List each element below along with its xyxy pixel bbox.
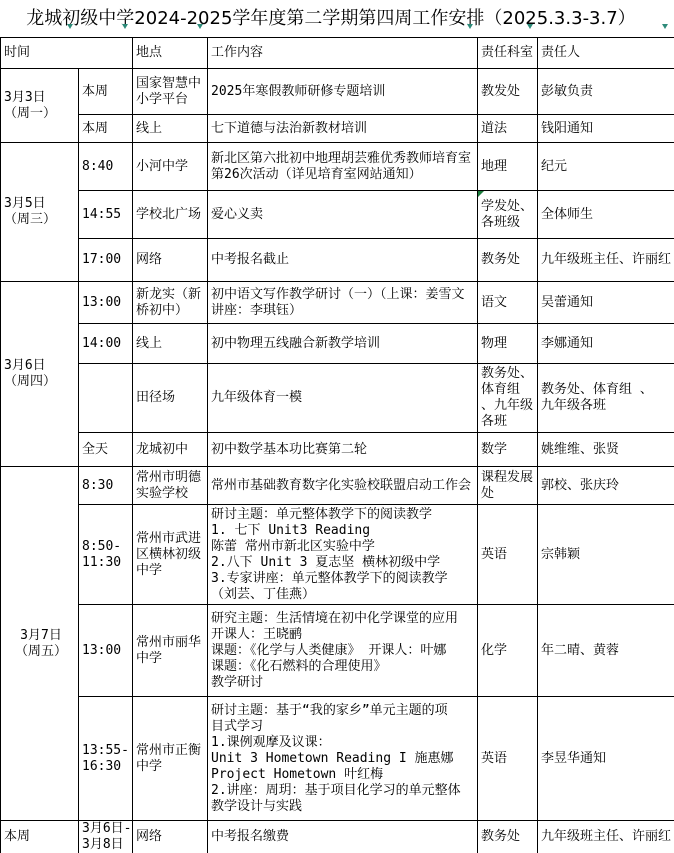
dept-cell[interactable]: 教务处、 体育组 、九年级 各班 — [478, 364, 538, 433]
content-cell[interactable]: 爱心义卖 — [208, 191, 478, 239]
person-cell[interactable]: 彭敏负责 — [538, 69, 674, 115]
content-cell[interactable]: 中考报名缴费 — [208, 821, 478, 853]
dept-cell[interactable]: 英语 — [478, 505, 538, 605]
place-cell[interactable]: 常州市丽华 中学 — [133, 605, 208, 697]
table-row — [1, 467, 674, 505]
place-cell[interactable]: 线上 — [133, 324, 208, 364]
place-cell[interactable]: 龙城初中 — [133, 433, 208, 467]
dept-cell[interactable]: 物理 — [478, 324, 538, 364]
person-cell[interactable]: 九年级班主任、许丽红 — [538, 821, 674, 853]
date-cell[interactable] — [1, 69, 79, 143]
person-cell[interactable]: 钱阳通知 — [538, 115, 674, 143]
content-cell[interactable]: 常州市基础教育数字化实验校联盟启动工作会 — [208, 467, 478, 505]
date-label: 3月6日 — [4, 358, 46, 373]
time-cell[interactable]: 8:40 — [79, 143, 133, 191]
place-cell[interactable]: 线上 — [133, 115, 208, 143]
date-cell[interactable] — [1, 143, 79, 282]
person-cell[interactable]: 李昱华通知 — [538, 697, 674, 821]
sheet-title[interactable]: 龙城初级中学2024-2025学年度第二学期第四周工作安排（2025.3.3-3.7） — [26, 8, 636, 29]
content-cell[interactable]: 中考报名截止 — [208, 239, 478, 282]
place-cell[interactable]: 新龙实（新 桥初中） — [133, 282, 208, 324]
table-row — [1, 239, 674, 282]
person-cell[interactable]: 全体师生 — [538, 191, 674, 239]
time-cell[interactable]: 17:00 — [79, 239, 133, 282]
header-content[interactable]: 工作内容 — [208, 38, 478, 69]
dept-cell[interactable]: 教发处 — [478, 69, 538, 115]
date-label: 3月3日 — [4, 89, 46, 105]
place-cell[interactable]: 网络 — [133, 239, 208, 282]
error-indicator-icon — [478, 191, 484, 197]
time-cell[interactable]: 8:50- 11:30 — [79, 505, 133, 605]
weekday-label: （周一） — [4, 105, 57, 121]
dept-cell[interactable]: 地理 — [478, 143, 538, 191]
content-cell[interactable]: 初中语文写作教学研讨（一）（上课：姜雪文 讲座：李琪钰） — [208, 282, 478, 324]
person-cell[interactable]: 姚维维、张贤 — [538, 433, 674, 467]
table-row — [1, 433, 674, 467]
filter-dropdown-time-icon[interactable] — [121, 22, 130, 31]
time-cell[interactable]: 14:00 — [79, 324, 133, 364]
weekday-label: （周三） — [4, 212, 57, 227]
dept-cell[interactable]: 道法 — [478, 115, 538, 143]
filter-dropdown-dept-icon[interactable] — [526, 22, 535, 31]
table-row — [1, 324, 674, 364]
table-row — [1, 697, 674, 821]
header-time[interactable]: 时间 — [1, 38, 133, 69]
time-cell[interactable]: 本周 — [79, 115, 133, 143]
place-cell[interactable]: 小河中学 — [133, 143, 208, 191]
person-cell[interactable]: 宗韩颖 — [538, 505, 674, 605]
place-cell[interactable]: 常州市武进 区横林初级 中学 — [133, 505, 208, 605]
time-cell[interactable]: 全天 — [79, 433, 133, 467]
dept-cell[interactable]: 数学 — [478, 433, 538, 467]
person-cell[interactable]: 吴蕾通知 — [538, 282, 674, 324]
filter-dropdown-date-icon[interactable] — [66, 22, 75, 31]
dept-cell[interactable]: 课程发展 处 — [478, 467, 538, 505]
person-cell[interactable]: 纪元 — [538, 143, 674, 191]
header-dept[interactable]: 责任科室 — [478, 38, 538, 69]
dept-cell[interactable]: 教务处 — [478, 239, 538, 282]
header-place[interactable]: 地点 — [133, 38, 208, 69]
time-cell[interactable]: 本周 — [79, 69, 133, 115]
table-row — [1, 364, 674, 433]
content-cell[interactable]: 九年级体育一模 — [208, 364, 478, 433]
content-cell[interactable]: 初中物理五线融合新教学培训 — [208, 324, 478, 364]
person-cell[interactable]: 年二晴、黄蓉 — [538, 605, 674, 697]
content-cell[interactable]: 研讨主题：单元整体教学下的阅读教学 1. 七下 Unit3 Reading 陈蕾 常州市新北区实验中学 2.八下 Unit 3 夏志坚 横林初级中学 3.专家讲座：单元整体教学下的阅读教学 （刘芸、丁佳燕） — [208, 505, 478, 605]
person-cell[interactable]: 郭校、张庆玲 — [538, 467, 674, 505]
table-row — [1, 605, 674, 697]
time-cell[interactable]: 13:00 — [79, 605, 133, 697]
time-cell[interactable]: 8:30 — [79, 467, 133, 505]
filter-dropdown-person-icon[interactable] — [661, 22, 670, 31]
place-cell[interactable]: 国家智慧中 小学平台 — [133, 69, 208, 115]
person-cell[interactable]: 九年级班主任、许丽红 — [538, 239, 674, 282]
place-cell[interactable]: 常州市明德 实验学校 — [133, 467, 208, 505]
place-cell[interactable]: 学校北广场 — [133, 191, 208, 239]
dept-cell[interactable]: 英语 — [478, 697, 538, 821]
filter-dropdown-content-icon[interactable] — [466, 22, 475, 31]
place-cell[interactable]: 常州市正衡 中学 — [133, 697, 208, 821]
weekday-label: （周四） — [4, 374, 57, 389]
time-cell[interactable] — [79, 364, 133, 433]
person-cell[interactable]: 教务处、体育组 、 九年级各班 — [538, 364, 674, 433]
time-cell[interactable]: 13:55- 16:30 — [79, 697, 133, 821]
time-cell[interactable]: 13:00 — [79, 282, 133, 324]
date-label: 3月7日 — [20, 627, 62, 643]
table-row — [1, 282, 674, 324]
date-label: 3月5日 — [4, 196, 46, 211]
content-cell[interactable]: 研讨主题：基于“我的家乡”单元主题的项 目式学习 1.课例观摩及议课： Unit 3 Hometown Reading I 施惠娜 Project Hometown 叶红梅 2.讲座：周玥：基于项目化学习的单元整体 教学设计与实践 — [208, 697, 478, 821]
time-cell[interactable]: 14:55 — [79, 191, 133, 239]
table-row — [1, 821, 674, 853]
filter-dropdown-place-icon[interactable] — [196, 22, 205, 31]
content-cell[interactable]: 2025年寒假教师研修专题培训 — [208, 69, 478, 115]
place-cell[interactable]: 田径场 — [133, 364, 208, 433]
time-cell[interactable]: 3月6日- 3月8日 — [79, 821, 133, 853]
content-cell[interactable]: 新北区第六批初中地理胡芸雅优秀教师培育室 第26次活动（详见培育室网站通知） — [208, 143, 478, 191]
date-cell[interactable] — [1, 467, 79, 821]
schedule-table — [0, 37, 674, 853]
date-cell[interactable]: 本周 — [1, 821, 79, 853]
weekday-label: （周五） — [14, 643, 67, 659]
table-row — [1, 143, 674, 191]
person-cell[interactable]: 李娜通知 — [538, 324, 674, 364]
content-cell[interactable]: 七下道德与法治新教材培训 — [208, 115, 478, 143]
content-cell[interactable]: 初中数学基本功比赛第二轮 — [208, 433, 478, 467]
header-person[interactable]: 责任人 — [538, 38, 674, 69]
dept-text: 学发处、 各班级 — [481, 198, 534, 230]
dept-cell[interactable] — [478, 191, 538, 239]
dept-cell[interactable]: 语文 — [478, 282, 538, 324]
header-row — [1, 38, 674, 69]
table-row — [1, 115, 674, 143]
dept-cell[interactable]: 教务处 — [478, 821, 538, 853]
content-cell[interactable]: 研究主题：生活情境在初中化学课堂的应用 开课人：王晓鹂 课题：《化学与人类健康》 开课人：叶娜 课题：《化石燃料的合理使用》 教学研讨 — [208, 605, 478, 697]
table-row — [1, 191, 674, 239]
table-row — [1, 69, 674, 115]
date-cell[interactable] — [1, 282, 79, 467]
dept-cell[interactable]: 化学 — [478, 605, 538, 697]
place-cell[interactable]: 网络 — [133, 821, 208, 853]
table-row — [1, 505, 674, 605]
